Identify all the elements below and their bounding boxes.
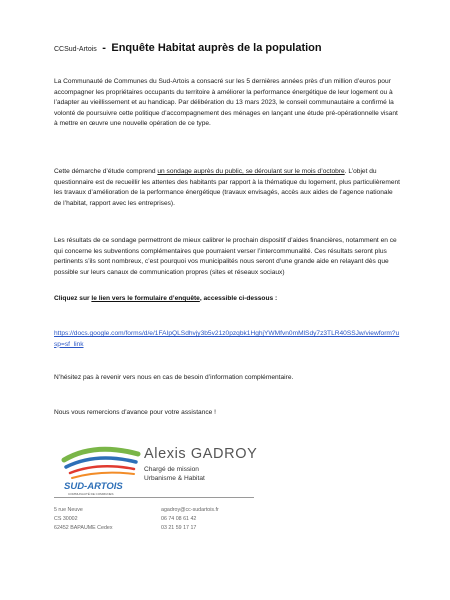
cta-text-pre: Cliquez sur	[54, 295, 92, 302]
cta-line	[54, 295, 277, 302]
paragraph-intro: La Communauté de Communes du Sud-Artois a consacré sur les 5 dernières années près d’un million d’euros pour accompagner les propriétaires occupants du territoire à améliorer la performance énergétique de leur logement ou à l’adapter au vieillissement et au handicap. Par délibération du 13 mars 2023, le conseil communautaire a confirmé la volonté de poursuivre cette politique d’accompagnement des ménages en lançant une étude pré-opérationnelle visant à mettre en œuvre une nouvelle opération de ce type.	[54, 78, 398, 128]
form-link-label[interactable]: le lien vers le formulaire d’enquête	[91, 295, 200, 302]
signature-name: Alexis GADROY	[144, 446, 258, 462]
paragraph-results: Les résultats de ce sondage permettront de mieux calibrer le prochain dispositif d’aides financières, notamment en ce qui concerne les subventions complémentaires que pourraient verser l’intercommunalité. Ces résultats seront plus pertinents s’ils sont nombreux, c’est pourquoi vos municipalités nous seront d’une grande aide en relayant dès que possible sur leurs canaux de communication propres (sites et réseaux sociaux)	[54, 237, 397, 276]
signature-address	[54, 506, 113, 532]
contact-phone: 03 21 59 17 17	[161, 524, 197, 531]
address-cs: CS 30002	[54, 515, 78, 522]
logo-orange-arc	[72, 473, 134, 478]
header-separator: -	[102, 42, 106, 54]
header-org: CCSud-Artois	[54, 46, 97, 53]
survey-text-pre: Cette démarche d’étude comprend	[54, 168, 158, 175]
paragraph-thanks: Nous vous remercions d’avance pour votre assistance !	[54, 409, 216, 416]
contact-email[interactable]: agadroy@cc-sudartois.fr	[161, 507, 219, 513]
logo-subtext: COMMUNAUTÉ DE COMMUNES	[68, 492, 114, 496]
logo-text: SUD-ARTOIS	[64, 481, 123, 492]
page-title: Enquête Habitat auprès de la population	[111, 42, 322, 54]
address-city: 62452 BAPAUME Cedex	[54, 524, 113, 531]
signature-role: Chargé de mission	[144, 466, 199, 473]
paragraph-survey	[54, 167, 400, 209]
survey-url-link[interactable]: https://docs.google.com/forms/d/e/1FAIpQLSdhvjy3b5v21z0pzqbk1HghjYWMfvn0mMlSdy7z3TLR40SSJw/viewform?usp=sf_link	[54, 330, 400, 348]
signature-divider	[54, 497, 254, 498]
cta-text-post: , accessible ci-dessous :	[199, 295, 278, 302]
sud-artois-logo	[54, 440, 146, 500]
survey-text-post: . L’objet du questionnaire est de recueillir les attentes des habitants par rapport à la thématique du logement, plus particulièrement les travaux d’amélioration de la performance énergétique (travaux envisagés, accès aux aides de l’agence nationale de l’habitat, rapport avec les entreprises).	[54, 168, 401, 207]
signature-contact	[161, 506, 219, 532]
survey-highlight: un sondage auprès du public, se déroulant sur le mois d’octobre	[157, 168, 345, 175]
signature-department: Urbanisme & Habitat	[144, 475, 205, 482]
paragraph-contact-offer: N’hésitez pas à revenir vers nous en cas de besoin d’information complémentaire.	[54, 374, 294, 381]
header	[54, 38, 322, 56]
address-street: 5 rue Neuve	[54, 507, 83, 513]
contact-mobile: 06 74 08 61 42	[161, 515, 197, 522]
